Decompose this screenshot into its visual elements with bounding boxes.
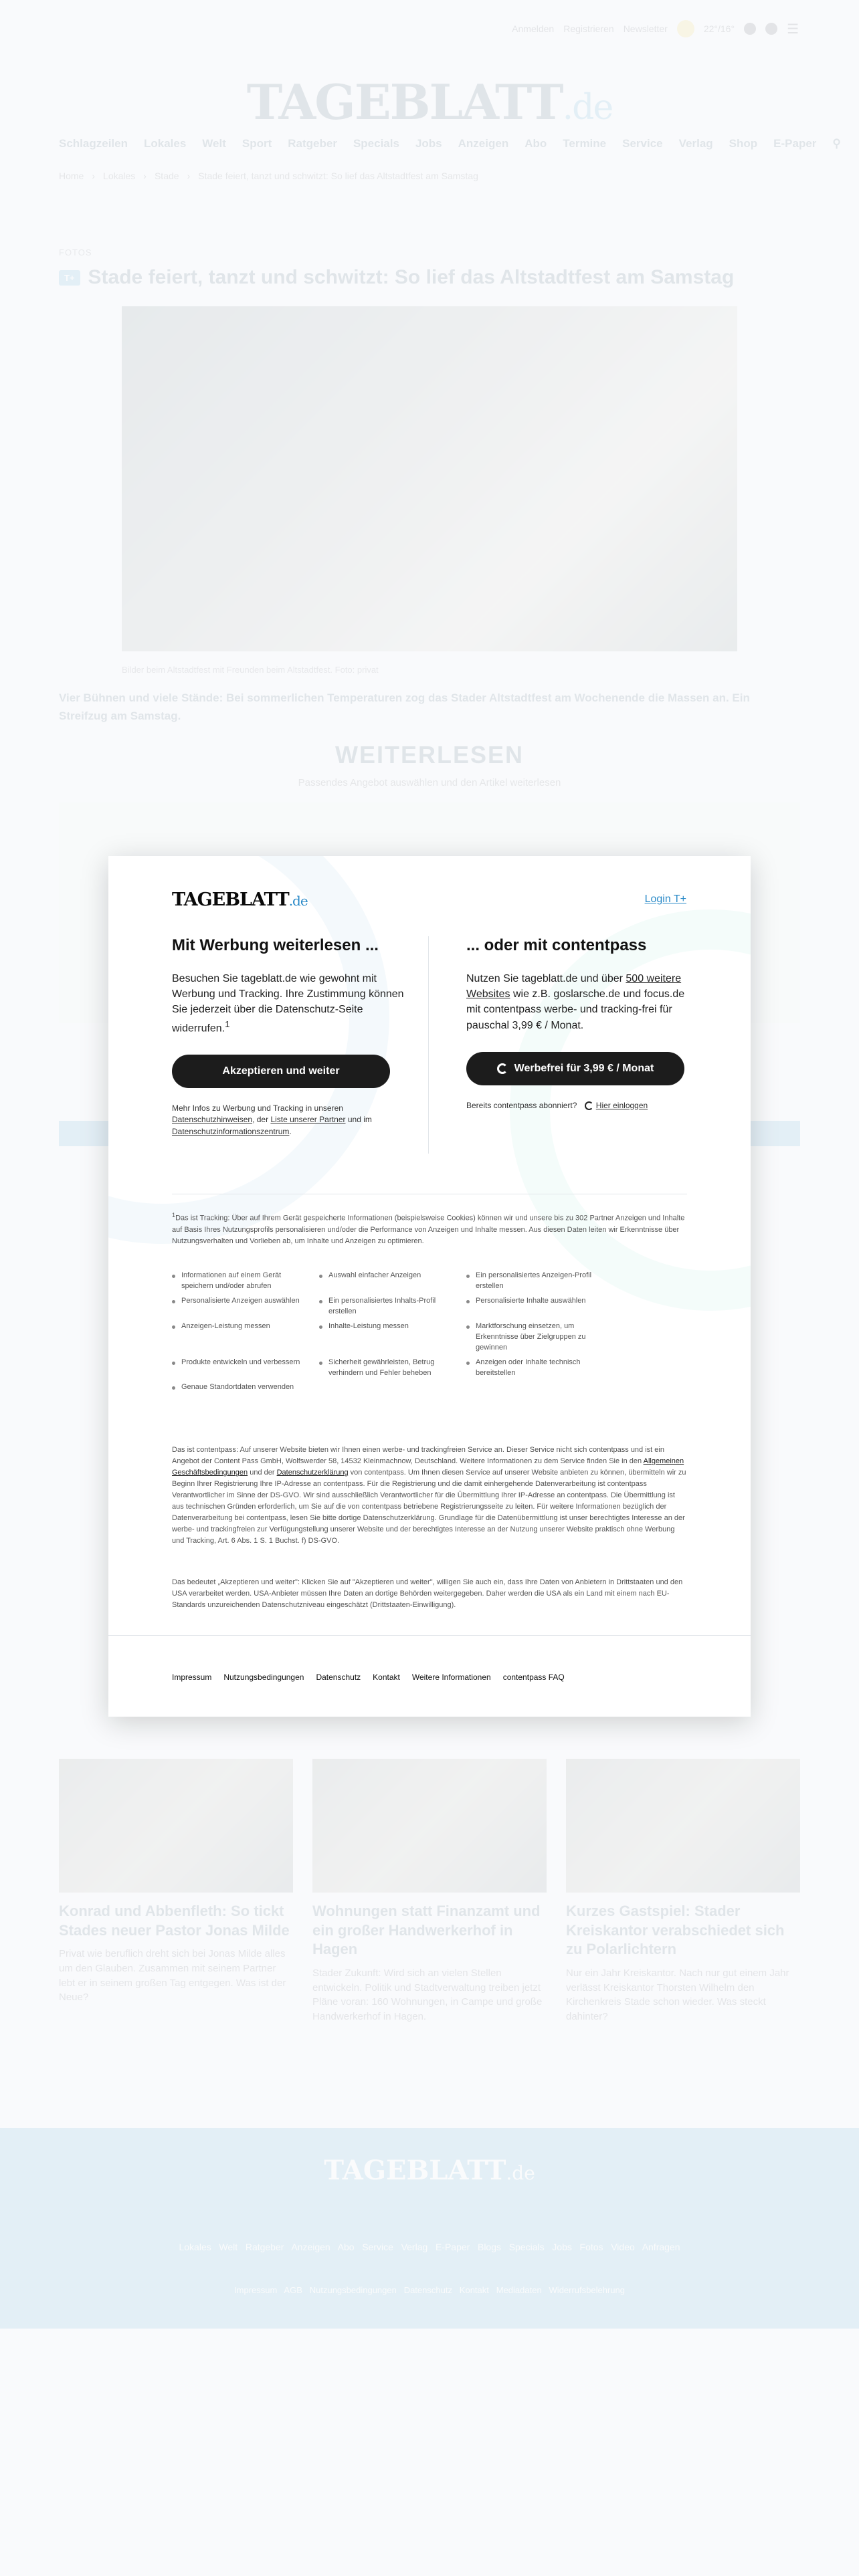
footer-link[interactable]: Anfragen bbox=[642, 2242, 680, 2252]
more-info-link[interactable]: Weitere Informationen bbox=[411, 1673, 491, 1682]
nav-item-lokales[interactable]: Lokales bbox=[143, 137, 187, 150]
breadcrumb-stade[interactable]: Stade bbox=[154, 171, 179, 181]
contentpass-option-column bbox=[466, 936, 700, 1111]
nav-item-welt[interactable]: Welt bbox=[202, 137, 226, 150]
dialog-logo-tld: .de bbox=[288, 893, 308, 909]
contentpass-option-text bbox=[466, 971, 700, 1033]
footer-link[interactable]: Blogs bbox=[477, 2242, 502, 2252]
nav-item-termine[interactable]: Termine bbox=[563, 137, 607, 150]
footer-link[interactable]: E-Paper bbox=[435, 2242, 470, 2252]
footer-logo-tld: .de bbox=[506, 2162, 535, 2184]
partner-list-link[interactable]: Liste unserer Partner bbox=[270, 1115, 346, 1125]
nav-item-abo[interactable]: Abo bbox=[524, 137, 547, 150]
privacy-notice-link[interactable]: Datenschutzhinweisen bbox=[172, 1115, 253, 1125]
ads-option-text bbox=[172, 971, 406, 1036]
tracking-explanation-text: Das ist Tracking: Über auf Ihrem Gerät gespeicherte Informationen (beispielsweise Cookies) können wir und unsere bis zu 302 Partner Anzeigen und Inhalte auf Basis Ihres Nutzungsprofils personalisieren und/oder die Performance von Anzeigen und Inhalte messen. Aus diesen Daten leiten wir Erkenntnisse über Nutzungsverhalten und Vorlieben ab, um Inhalte und Anzeigen zu optimieren. bbox=[172, 1214, 685, 1245]
accept-button[interactable] bbox=[172, 1055, 390, 1088]
adfree-button-label: Werbefrei für 3,99 € / Monat bbox=[514, 1062, 654, 1074]
card-text: Privat wie beruflich dreht sich bei Jonas Milde alles um den Glauben. Zusammen mit seinem Partner lebt er in seinem großen Tag entgegen. Was ist der Neue? bbox=[59, 1948, 286, 2004]
accept-button-label: Akzeptieren und weiter bbox=[222, 1065, 340, 1077]
purpose-item: Anzeigen oder Inhalte technisch bereitstellen bbox=[466, 1358, 607, 1379]
card-title[interactable]: Konrad und Abbenfleth: So tickt Stades neuer Pastor Jonas Milde bbox=[59, 1903, 290, 1939]
nav-item-schlagzeilen[interactable]: Schlagzeilen bbox=[59, 137, 128, 150]
contentpass-explanation-text: Das ist contentpass: Auf unserer Website bieten wir Ihnen einen werbe- und trackingfreien Service an. Dieser Service nicht sich contentpass und ist ein Angebot der Content Pass GmbH, Wolfswerder 58, 14532 Kleinmachnow, Deutschland. Weitere Informationen zu dem Service finden Sie in den bbox=[172, 1446, 664, 1466]
adfree-subscribe-button[interactable] bbox=[466, 1052, 684, 1085]
footer-link[interactable]: Anzeigen bbox=[291, 2242, 330, 2252]
terms-link[interactable]: Allgemeinen Geschäftsbedingungen bbox=[172, 1457, 684, 1477]
tracking-info-text bbox=[172, 1103, 406, 1138]
login-link[interactable]: Anmelden bbox=[512, 23, 555, 34]
footer-logo-text: TAGEBLATT bbox=[324, 2155, 506, 2186]
footer-link[interactable]: Jobs bbox=[552, 2242, 572, 2252]
nav-item-ratgeber[interactable]: Ratgeber bbox=[288, 137, 337, 150]
info-text: Mehr Infos zu Werbung und Tracking in unseren bbox=[172, 1103, 343, 1113]
third-country-consent-text: Das bedeutet „Akzeptieren und weiter": Klicken Sie auf "Akzeptieren und weiter", willigen Sie auch ein, dass Ihre Daten von Anbietern in Drittstaaten und den USA verarbeitet werden. USA-Anbieter müssen Ihre Daten an dortige Behörden weitergegeben. Daher werden die USA als ein Land mit einem nach EU-Standards unzureichenden Datenschutzniveau eingeschätzt (Drittstaaten-Einwilligung). bbox=[172, 1578, 683, 1610]
dialog-logo-text: TAGEBLATT bbox=[172, 889, 289, 910]
purpose-item: Anzeigen-Leistung messen bbox=[172, 1321, 312, 1354]
footer-legal-link[interactable]: Nutzungsbedingungen bbox=[309, 2285, 397, 2295]
contact-link[interactable]: Kontakt bbox=[373, 1673, 400, 1682]
card-title[interactable]: Kurzes Gastspiel: Stader Kreiskantor verabschiedet sich zu Polarlichtern bbox=[566, 1903, 785, 1958]
nav-item-specials[interactable]: Specials bbox=[353, 137, 399, 150]
column-divider bbox=[428, 936, 429, 1154]
info-text: und im bbox=[347, 1115, 372, 1125]
purpose-item: Genaue Standortdaten verwenden bbox=[172, 1382, 312, 1393]
nav-item-epaper[interactable]: E-Paper bbox=[773, 137, 817, 150]
nav-item-jobs[interactable]: Jobs bbox=[415, 137, 442, 150]
dialog-logo bbox=[172, 889, 308, 910]
consent-dialog bbox=[108, 856, 751, 1717]
footer-link[interactable]: Lokales bbox=[179, 2242, 211, 2252]
footer-link[interactable]: Video bbox=[611, 2242, 635, 2252]
ads-option-text-body: Besuchen Sie tageblatt.de wie gewohnt mit Werbung und Tracking. Ihre Zustimmung können Sie jederzeit über die Datenschutz-Seite widerrufen. bbox=[172, 973, 404, 1034]
purpose-item: Sicherheit gewährleisten, Betrug verhindern und Fehler beheben bbox=[319, 1358, 460, 1379]
footer-legal-link[interactable]: AGB bbox=[284, 2285, 302, 2295]
breadcrumb-separator: › bbox=[187, 171, 191, 181]
breadcrumb-current: Stade feiert, tanzt und schwitzt: So lief das Altstadtfest am Samstag bbox=[198, 171, 478, 181]
purpose-list bbox=[172, 1271, 600, 1393]
footnote-mark: 1 bbox=[172, 1212, 176, 1218]
card-text: Nur ein Jahr Kreiskantor. Nach nur gut einem Jahr verlässt Kreiskantor Thorsten Wilhelm den Kirchenkreis Stade schon wieder. Was steckt dahinter? bbox=[566, 1967, 789, 2023]
footer-link[interactable]: Ratgeber bbox=[245, 2242, 284, 2252]
article-kicker: FOTOS bbox=[59, 247, 92, 257]
footer-link[interactable]: Welt bbox=[219, 2242, 238, 2252]
contentpass-faq-link[interactable]: contentpass FAQ bbox=[502, 1673, 565, 1682]
nav-item-verlag[interactable]: Verlag bbox=[678, 137, 713, 150]
logo-tld: .de bbox=[562, 88, 613, 128]
purpose-item: Personalisierte Anzeigen auswählen bbox=[172, 1296, 312, 1317]
footer-legal-link[interactable]: Datenschutz bbox=[403, 2285, 452, 2295]
privacy-policy-link[interactable]: Datenschutzerklärung bbox=[276, 1469, 349, 1477]
footer-legal-link[interactable]: Mediadaten bbox=[496, 2285, 542, 2295]
privacy-center-link[interactable]: Datenschutzinformationszentrum bbox=[172, 1126, 290, 1136]
dialog-footer-links bbox=[172, 1673, 565, 1682]
newsletter-link[interactable]: Newsletter bbox=[623, 23, 668, 34]
headline-text: Stade feiert, tanzt und schwitzt: So lief das Altstadtfest am Samstag bbox=[88, 266, 735, 288]
contentpass-login-row bbox=[466, 1100, 700, 1111]
contentpass-login-link[interactable]: Hier einloggen bbox=[595, 1100, 648, 1110]
weiterlesen-heading: WEITERLESEN bbox=[335, 741, 524, 768]
contentpass-explanation bbox=[172, 1444, 687, 1547]
purpose-item: Informationen auf einem Gerät speichern und/oder abrufen bbox=[172, 1271, 312, 1292]
nav-item-sport[interactable]: Sport bbox=[242, 137, 272, 150]
purpose-item: Auswahl einfacher Anzeigen bbox=[319, 1271, 460, 1292]
purpose-item: Ein personalisiertes Inhalts-Profil erstellen bbox=[319, 1296, 460, 1317]
login-tplus-link[interactable]: Login T+ bbox=[644, 893, 686, 905]
menu-icon[interactable]: ☰ bbox=[787, 21, 799, 37]
already-subscribed-text: Bereits contentpass abonniert? bbox=[466, 1100, 577, 1110]
plus-badge: T+ bbox=[59, 270, 80, 286]
nav-item-shop[interactable]: Shop bbox=[729, 137, 758, 150]
purpose-item: Inhalte-Leistung messen bbox=[319, 1321, 460, 1354]
footer-link[interactable]: Fotos bbox=[579, 2242, 603, 2252]
info-text: , der bbox=[252, 1115, 269, 1125]
info-text: . bbox=[289, 1126, 292, 1136]
tracking-explanation bbox=[172, 1210, 687, 1247]
purpose-item: Ein personalisiertes Anzeigen-Profil erstellen bbox=[466, 1271, 607, 1292]
footer-link[interactable]: Service bbox=[362, 2242, 393, 2252]
article-teaser: Vier Bühnen und viele Stände: Bei sommerlichen Temperaturen zog das Stader Altstadtfest am Wochenende die Massen an. Ein Streifzug am Samstag. bbox=[59, 691, 750, 723]
footer-link[interactable]: Specials bbox=[508, 2242, 545, 2252]
card-title[interactable]: Wohnungen statt Finanzamt und ein großer Handwerkerhof in Hagen bbox=[312, 1903, 541, 1958]
nav-item-anzeigen[interactable]: Anzeigen bbox=[458, 137, 509, 150]
search-icon[interactable]: ⚲ bbox=[832, 137, 841, 150]
footer-link[interactable]: Abo bbox=[337, 2242, 355, 2252]
footer-divider bbox=[108, 1635, 751, 1636]
image-caption: Bilder beim Altstadtfest mit Freunden beim Altstadtfest. Foto: privat bbox=[122, 665, 379, 675]
ads-option-column bbox=[172, 936, 406, 1138]
privacy-link[interactable]: Datenschutz bbox=[316, 1673, 361, 1682]
card-text: Stader Zukunft: Wird sich an vielen Stellen entwickeln. Politik und Stadtverwaltung treiben jetzt Pläne voran: 160 Wohnungen, in Campe und große Handwerkerhof in Hagen. bbox=[312, 1967, 543, 2023]
footnote-mark: 1 bbox=[225, 1018, 230, 1029]
contentpass-explanation-text: und der bbox=[250, 1469, 275, 1477]
contentpass-explanation-text: von contentpass. Um Ihnen diesen Service auf unserer Website anbieten zu können, übermitteln wir zu Beginn Ihrer Registrierung Ihre IP-Adresse an contentpass. Für die Registrierung und die damit einhergehende Datenverarbeitung ist contentpass Verantwortlicher im Sinne der DS-GVO. Wir sind ausschließlich Verantwortlicher für die Übermittlung Ihrer IP-Adresse an contentpass. Die Übermittlung ist aus technischen Gründen erforderlich, um Sie auf die von contentpass betriebene Registrierungsseite zu leiten. Für weitere Informationen bezüglich der Datenverarbeitung bei contentpass, lesen Sie bitte dortige Datenschutzerklärung. Grundlage für die Datenübermittlung ist unser berechtigtes Interesse an der werbe- und trackingfreien zur Verfügungstellung unserer Website und der berechtigtes Interesse an der Nutzung unserer Website praktisch ohne Werbung und Tracking, Art. 6 Abs. 1 S. 1 Buchst. f) DS-GVO. bbox=[172, 1469, 686, 1545]
contentpass-text: wie z.B. goslarsche.de und focus.de mit contentpass werbe- und tracking-frei für pauschal 3,99 € / Monat. bbox=[466, 988, 685, 1031]
terms-of-use-link[interactable]: Nutzungsbedingungen bbox=[223, 1673, 304, 1682]
nav-item-service[interactable]: Service bbox=[622, 137, 663, 150]
contentpass-login-icon bbox=[585, 1101, 593, 1110]
breadcrumb-home[interactable]: Home bbox=[59, 171, 84, 181]
footer-legal-link[interactable]: Widerrufsbelehrung bbox=[549, 2285, 625, 2295]
contentpass-option-title: ... oder mit contentpass bbox=[466, 936, 647, 954]
contentpass-icon bbox=[497, 1063, 508, 1074]
purpose-item: Personalisierte Inhalte auswählen bbox=[466, 1296, 607, 1317]
breadcrumb-separator: › bbox=[143, 171, 147, 181]
breadcrumb-lokales[interactable]: Lokales bbox=[103, 171, 136, 181]
footer-legal-link[interactable]: Kontakt bbox=[459, 2285, 489, 2295]
imprint-link[interactable]: Impressum bbox=[172, 1673, 212, 1682]
logo-text: TAGEBLATT bbox=[246, 74, 563, 130]
weiterlesen-subtitle: Passendes Angebot auswählen und den Artikel weiterlesen bbox=[298, 777, 561, 788]
more-websites-link[interactable]: 500 weitere Websites bbox=[466, 973, 682, 1000]
ads-option-title: Mit Werbung weiterlesen ... bbox=[172, 936, 379, 954]
footer-link[interactable]: Verlag bbox=[401, 2242, 428, 2252]
footer-legal-link[interactable]: Impressum bbox=[234, 2285, 278, 2295]
purpose-item: Marktforschung einsetzen, um Erkenntnisse über Zielgruppen zu gewinnen bbox=[466, 1321, 607, 1354]
weather-temperature: 22°/16° bbox=[703, 23, 735, 34]
register-link[interactable]: Registrieren bbox=[563, 23, 614, 34]
breadcrumb-separator: › bbox=[92, 171, 96, 181]
contentpass-text: Nutzen Sie tageblatt.de und über bbox=[466, 973, 623, 984]
purpose-item: Produkte entwickeln und verbessern bbox=[172, 1358, 312, 1379]
